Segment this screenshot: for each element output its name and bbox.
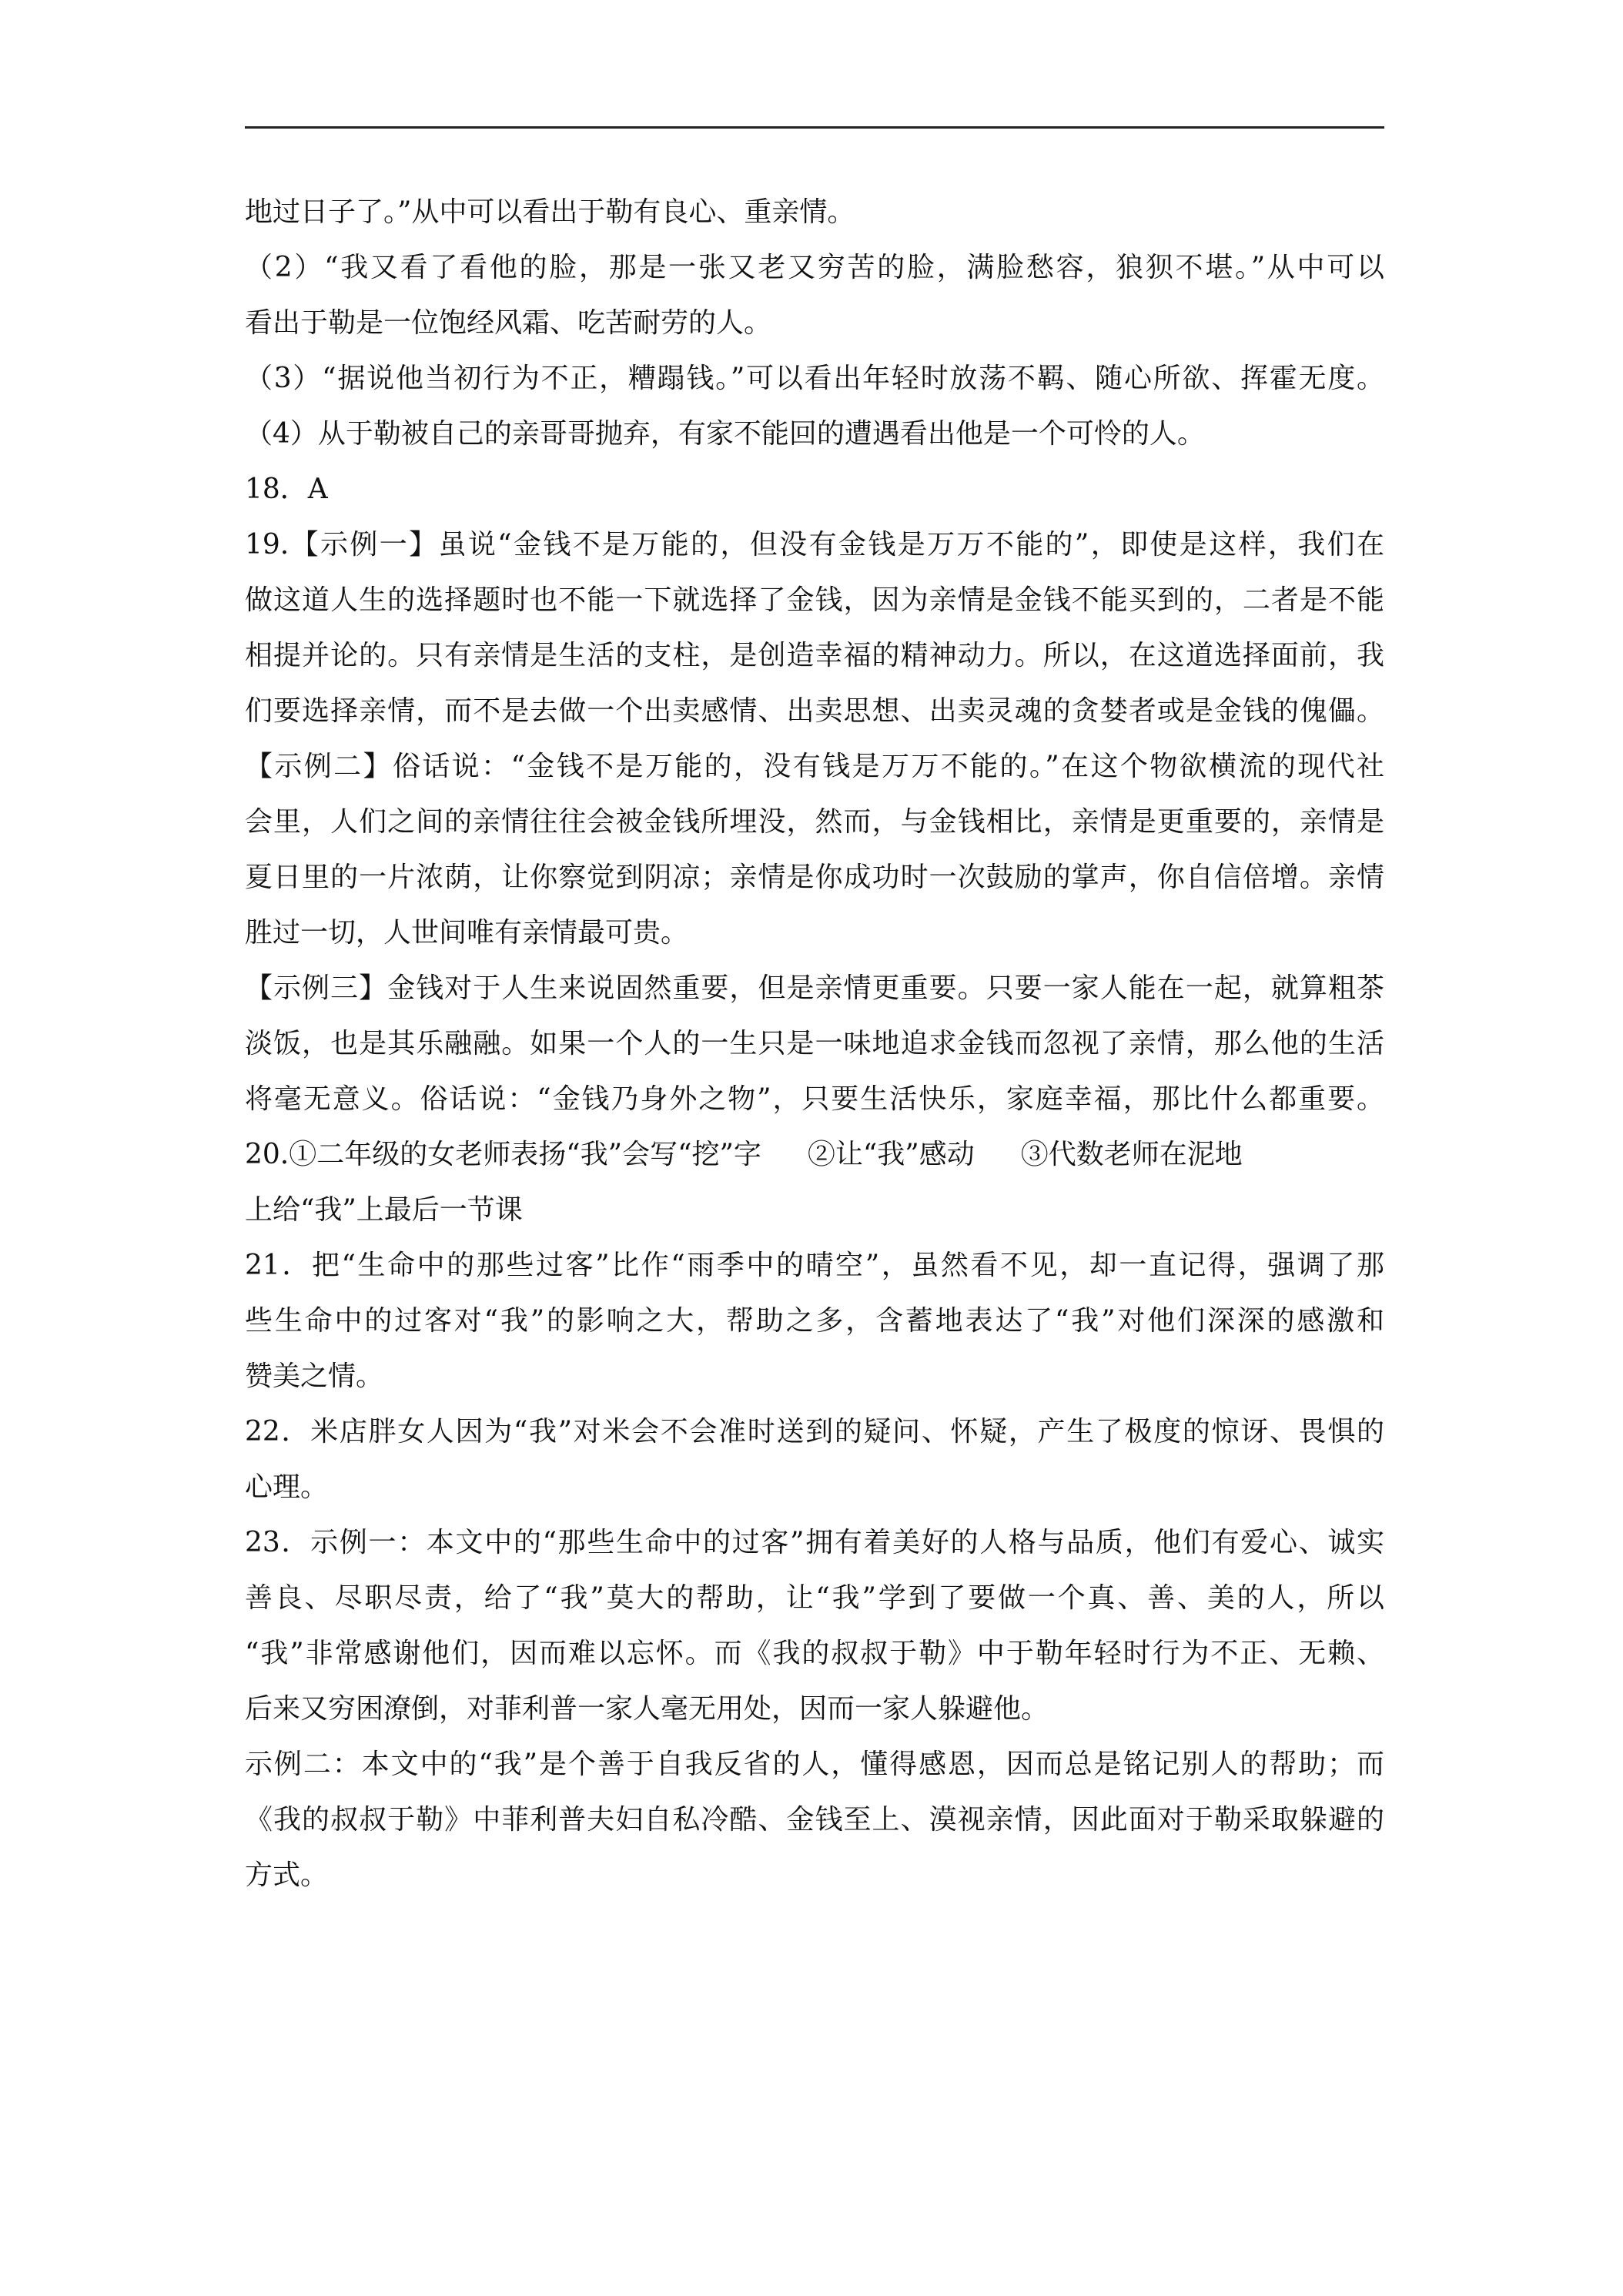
answer-option: ③代数老师在泥地	[1020, 1139, 1243, 1170]
text-line: （3）“据说他当初行为不正，糟蹋钱。”可以看出年轻时放荡不羁、随心所欲、挥霍无度。	[245, 363, 1384, 394]
text-line: 22．米店胖女人因为“我”对米会不会准时送到的疑问、怀疑，产生了极度的惊讶、畏惧的	[245, 1416, 1384, 1448]
text-line: 上给“我”上最后一节课	[245, 1194, 523, 1226]
text-line: 【示例三】金钱对于人生来说固然重要，但是亲情更重要。只要一家人能在一起，就算粗茶	[245, 972, 1384, 1004]
text-line: 21．把“生命中的那些过客”比作“雨季中的晴空”，虽然看不见，却一直记得，强调了那	[245, 1250, 1384, 1281]
text-line: 【示例二】俗话说：“金钱不是万能的，没有钱是万万不能的。”在这个物欲横流的现代社	[245, 751, 1384, 782]
text-line: （2）“我又看了看他的脸，那是一张又老又穷苦的脸，满脸愁容，狼狈不堪。”从中可以	[245, 252, 1384, 283]
text-line: “我”非常感谢他们，因而难以忘怀。而《我的叔叔于勒》中于勒年轻时行为不正、无赖、	[245, 1638, 1384, 1669]
question-20-line	[245, 1127, 1384, 1183]
text-line: 些生命中的过客对“我”的影响之大，帮助之多，含蓄地表达了“我”对他们深深的感激和	[245, 1305, 1384, 1337]
text-line: 善良、尽职尽责，给了“我”莫大的帮助，让“我”学到了要做一个真、善、美的人，所以	[245, 1582, 1384, 1614]
text-line: 示例二：本文中的“我”是个善于自我反省的人，懂得感恩，因而总是铭记别人的帮助；而	[245, 1749, 1384, 1780]
text-line: 23．示例一：本文中的“那些生命中的过客”拥有着美好的人格与品质，他们有爱心、诚实	[245, 1527, 1384, 1558]
text-line: 19.【示例一】虽说“金钱不是万能的，但没有金钱是万万不能的”，即使是这样，我们在	[245, 529, 1384, 561]
text-line: 做这道人生的选择题时也不能一下就选择了金钱，因为亲情是金钱不能买到的，二者是不能	[245, 584, 1384, 616]
question-number: 20.	[245, 1139, 289, 1170]
text-line: 看出于勒是一位饱经风霜、吃苦耐劳的人。	[245, 307, 772, 339]
header-rule	[245, 126, 1384, 129]
text-line: 胜过一切，人世间唯有亲情最可贵。	[245, 917, 689, 949]
text-line: 心理。	[245, 1471, 329, 1503]
answer-option: ②让“我”感动	[807, 1139, 975, 1170]
text-line: （4）从于勒被自己的亲哥哥抛弃，有家不能回的遭遇看出他是一个可怜的人。	[245, 418, 1205, 450]
text-line: 《我的叔叔于勒》中菲利普夫妇自私冷酷、金钱至上、漠视亲情，因此面对于勒采取躲避的	[245, 1804, 1384, 1836]
text-line: 方式。	[245, 1859, 329, 1891]
text-line: 淡饭，也是其乐融融。如果一个人的一生只是一味地追求金钱而忽视了亲情，那么他的生活	[245, 1028, 1384, 1059]
text-line: 会里，人们之间的亲情往往会被金钱所埋没，然而，与金钱相比，亲情是更重要的，亲情是	[245, 806, 1384, 838]
text-line: 18．A	[245, 474, 328, 505]
text-line: 后来又穷困潦倒，对菲利普一家人毫无用处，因而一家人躲避他。	[245, 1693, 1049, 1725]
text-line: 夏日里的一片浓荫，让你察觉到阴凉；亲情是你成功时一次鼓励的掌声，你自信倍增。亲情	[245, 862, 1384, 893]
text-line: 地过日子了。”从中可以看出于勒有良心、重亲情。	[245, 196, 855, 228]
text-line: 们要选择亲情，而不是去做一个出卖感情、出卖思想、出卖灵魂的贪婪者或是金钱的傀儡。	[245, 695, 1384, 727]
text-line: 相提并论的。只有亲情是生活的支柱，是创造幸福的精神动力。所以，在这道选择面前，我	[245, 640, 1384, 671]
answer-text-body	[245, 185, 1384, 1903]
text-line: 将毫无意义。俗话说：“金钱乃身外之物”，只要生活快乐，家庭幸福，那比什么都重要。	[245, 1083, 1384, 1115]
text-line: 赞美之情。	[245, 1361, 384, 1392]
answer-option: ①二年级的女老师表扬“我”会写“挖”字	[289, 1139, 761, 1170]
